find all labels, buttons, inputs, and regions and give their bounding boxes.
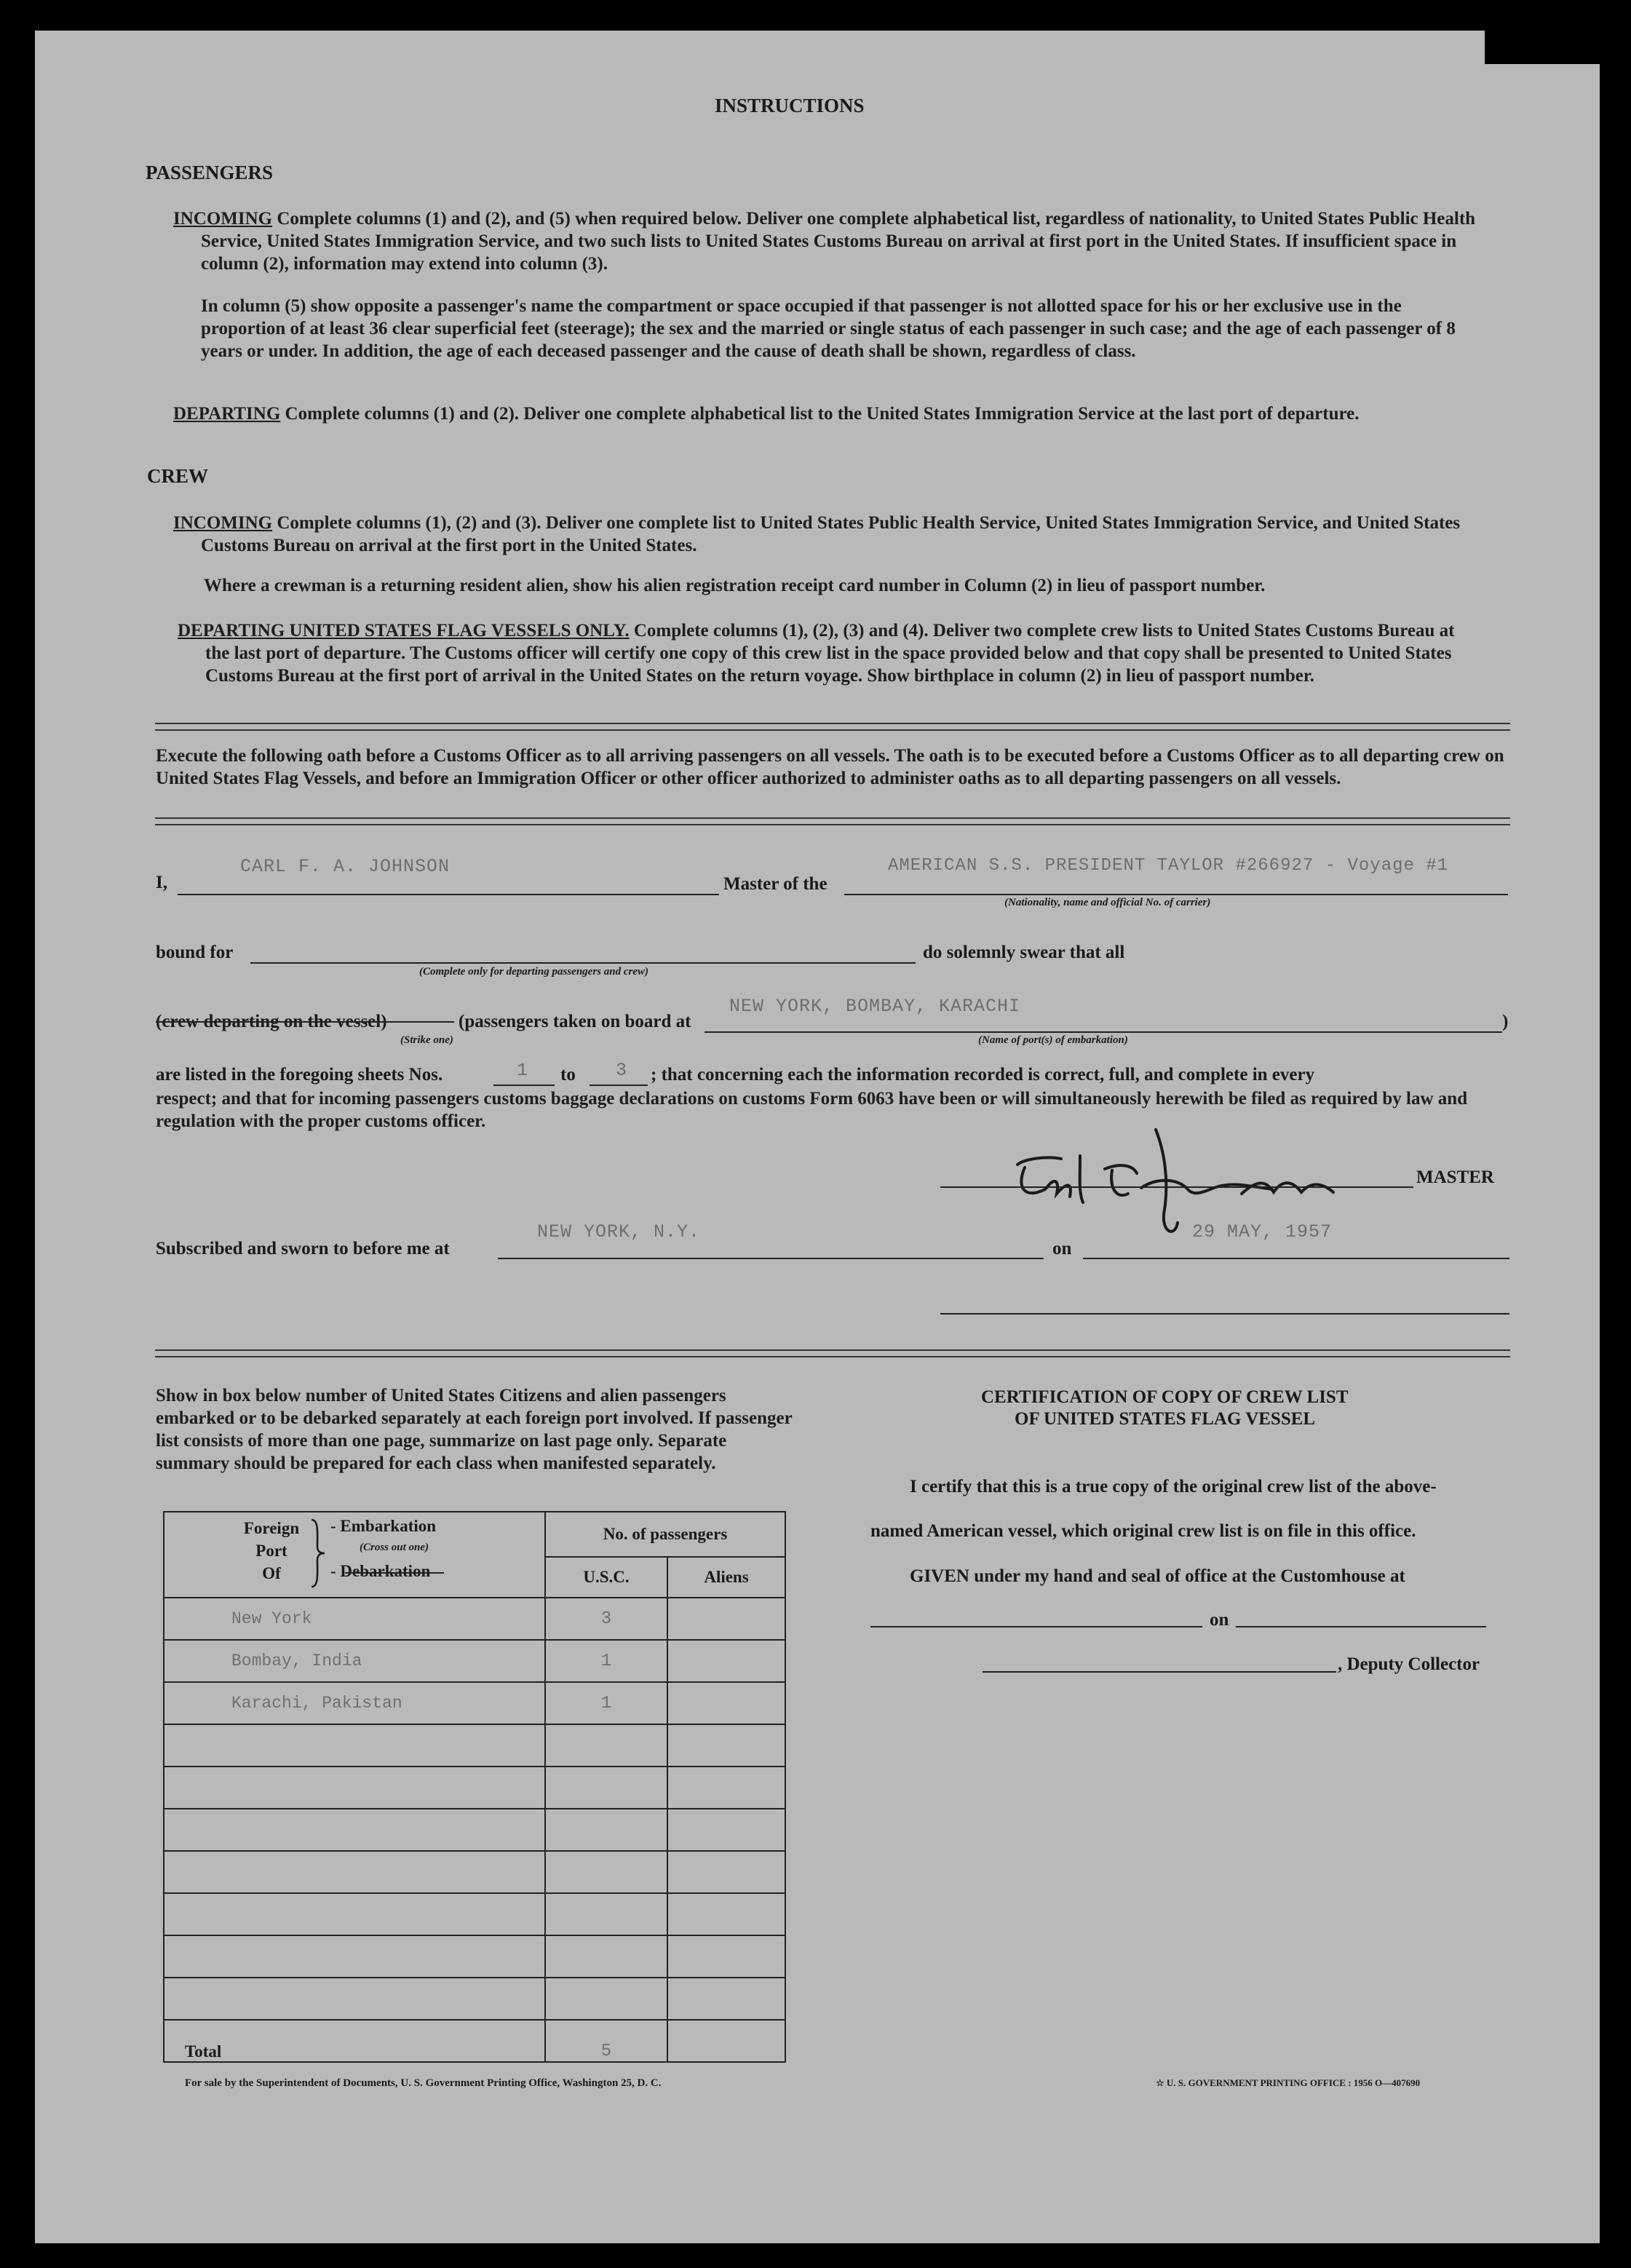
certification-on-label: on bbox=[1210, 1610, 1229, 1630]
to-label: to bbox=[560, 1065, 576, 1085]
ports-close-paren: ) bbox=[1502, 1012, 1509, 1031]
master-of-label: Master of the bbox=[723, 874, 828, 894]
respect-text: respect; and that for incoming passengers customs baggage declarations on customs Form 6063 have been or will simultaneously herewith be filed as required by law and regulation with the proper customs officer. bbox=[156, 1089, 1468, 1131]
certify-text: ; that concerning each the information recorded is correct, full, and complete in every bbox=[651, 1065, 1315, 1085]
aliens-cell[interactable] bbox=[667, 1809, 785, 1851]
master-signature bbox=[937, 1108, 1425, 1253]
sheet-from-field[interactable]: 1 bbox=[517, 1060, 529, 1081]
bound-for-caption: (Complete only for departing passengers and crew) bbox=[419, 966, 648, 978]
crew-incoming-paragraph bbox=[173, 512, 1483, 557]
port-cell[interactable] bbox=[164, 1809, 545, 1851]
ports-field[interactable]: NEW YORK, BOMBAY, KARACHI bbox=[729, 996, 1021, 1017]
certification-title-line2: OF UNITED STATES FLAG VESSEL bbox=[1015, 1409, 1316, 1429]
table-row bbox=[164, 1809, 785, 1851]
section-divider bbox=[155, 1349, 1510, 1357]
passengers-heading: PASSENGERS bbox=[146, 162, 274, 183]
strike-through-line bbox=[156, 1021, 454, 1023]
passengers-departing-paragraph bbox=[173, 403, 1483, 425]
crew-resident-paragraph: Where a crewman is a returning resident alien, show his alien registration receipt card number in Column (2) in lieu of passport number. bbox=[204, 576, 1266, 595]
certification-title-line1: CERTIFICATION OF COPY OF CREW LIST bbox=[981, 1387, 1349, 1407]
sworn-date-line bbox=[1083, 1258, 1509, 1259]
aliens-cell[interactable] bbox=[667, 1598, 785, 1640]
passengers-taken-label: (passengers taken on board at bbox=[459, 1012, 691, 1031]
certify-line1: I certify that this is a true copy of the original crew list of the above- bbox=[910, 1477, 1437, 1496]
port-header-cell bbox=[164, 1512, 545, 1598]
table-header-row bbox=[164, 1512, 785, 1557]
aliens-header: Aliens bbox=[667, 1557, 785, 1598]
port-cell[interactable] bbox=[164, 1893, 545, 1935]
table-row bbox=[164, 1935, 785, 1978]
sworn-on-label: on bbox=[1052, 1239, 1072, 1258]
sheet-to-line bbox=[590, 1085, 648, 1086]
crew-departing-paragraph bbox=[178, 619, 1483, 687]
aliens-cell[interactable] bbox=[667, 1682, 785, 1724]
sworn-place-line bbox=[498, 1258, 1044, 1259]
aliens-cell[interactable] bbox=[667, 1767, 785, 1809]
passengers-departing-text: Complete columns (1) and (2). Deliver one complete alphabetical list to the United States Immigration Service at the last port of departure. bbox=[280, 404, 1360, 424]
vessel-line bbox=[844, 894, 1508, 895]
passengers-incoming-paragraph bbox=[173, 207, 1483, 275]
officer-signature-line[interactable] bbox=[940, 1313, 1509, 1315]
section-divider bbox=[155, 817, 1510, 825]
ports-caption: (Name of port(s) of embarkation) bbox=[978, 1034, 1128, 1046]
port-cell[interactable] bbox=[164, 1724, 545, 1767]
gpo-note: ☆ U. S. GOVERNMENT PRINTING OFFICE : 1956 O—407690 bbox=[1156, 2077, 1421, 2088]
aliens-cell[interactable] bbox=[667, 1724, 785, 1767]
sworn-place-field[interactable]: NEW YORK, N.Y. bbox=[537, 1221, 701, 1242]
master-label: MASTER bbox=[1416, 1167, 1494, 1187]
master-name-field[interactable]: CARL F. A. JOHNSON bbox=[240, 856, 451, 877]
crew-incoming-label: INCOMING bbox=[173, 513, 273, 533]
sheet-from-line bbox=[493, 1085, 555, 1086]
of-label: Of bbox=[262, 1564, 281, 1582]
summary-instructions: Show in box below number of United States Citizens and alien passengers embarked or to be debarked separately at each foreign port involved. If passenger list consists of more than one page, summarize on last page only. Separate summary should be prepared for each class when manifested separately. bbox=[156, 1386, 793, 1473]
no-passengers-header: No. of passengers bbox=[545, 1512, 785, 1557]
sworn-date-field[interactable]: 29 MAY, 1957 bbox=[1192, 1221, 1333, 1242]
crew-heading: CREW bbox=[147, 465, 209, 487]
embarkation-label: - Embarkation bbox=[330, 1517, 437, 1535]
certification-date-line[interactable] bbox=[1236, 1626, 1486, 1627]
usc-cell[interactable] bbox=[545, 1935, 667, 1978]
vessel-field[interactable]: AMERICAN S.S. PRESIDENT TAYLOR #266927 - Voyage #1 bbox=[888, 856, 1449, 876]
oath-i-label: I, bbox=[156, 873, 167, 892]
port-cell[interactable] bbox=[164, 1767, 545, 1809]
usc-cell[interactable]: 1 bbox=[545, 1640, 667, 1682]
sale-note: For sale by the Superintendent of Documents, U. S. Government Printing Office, Washington 25, D. C. bbox=[185, 2077, 662, 2089]
ports-line bbox=[705, 1031, 1502, 1033]
usc-cell[interactable] bbox=[545, 1851, 667, 1893]
deputy-collector-line[interactable] bbox=[983, 1671, 1336, 1673]
table-row bbox=[164, 1640, 785, 1682]
passengers-incoming-text: Complete columns (1) and (2), and (5) when required below. Deliver one complete alphabetical list, regardless of nationality, to United States Public Health Service, United States Immigration Service, and two such lists to United States Customs Bureau on arrival at first port in the United States. If insufficient space in column (2), information may extend into column (3). bbox=[201, 209, 1476, 274]
usc-cell[interactable] bbox=[545, 1978, 667, 2020]
torn-corner bbox=[1485, 0, 1631, 64]
section-divider bbox=[155, 723, 1510, 731]
instructions-title: INSTRUCTIONS bbox=[715, 95, 865, 116]
swear-label: do solemnly swear that all bbox=[923, 943, 1125, 962]
aliens-cell[interactable] bbox=[667, 1851, 785, 1893]
strike-caption: (Strike one) bbox=[400, 1034, 453, 1046]
customhouse-line[interactable] bbox=[870, 1626, 1202, 1627]
table-row bbox=[164, 1893, 785, 1935]
usc-cell[interactable] bbox=[545, 1809, 667, 1851]
deputy-collector-label: , Deputy Collector bbox=[1338, 1654, 1480, 1674]
debarkation-strike-line bbox=[345, 1572, 444, 1574]
port-cell[interactable] bbox=[164, 1851, 545, 1893]
passenger-summary-table bbox=[163, 1511, 786, 2063]
port-cell[interactable]: Bombay, India bbox=[164, 1640, 545, 1682]
form-page bbox=[35, 31, 1600, 2243]
master-name-line bbox=[178, 894, 719, 895]
bound-for-line[interactable] bbox=[250, 962, 916, 964]
vessel-caption: (Nationality, name and official No. of carrier) bbox=[1004, 897, 1211, 908]
debarkation-label: - Debarkation bbox=[330, 1562, 431, 1580]
table-row bbox=[164, 1767, 785, 1809]
crew-incoming-text: Complete columns (1), (2) and (3). Deliver one complete list to United States Public Health Service, United States Immigration Service, and United States Customs Bureau on arrival at the first port in the United States. bbox=[201, 513, 1461, 555]
port-cell[interactable] bbox=[164, 1978, 545, 2020]
port-cell[interactable]: New York bbox=[164, 1598, 545, 1640]
listed-label: are listed in the foregoing sheets Nos. bbox=[156, 1065, 443, 1085]
passengers-column5-paragraph: In column (5) show opposite a passenger's name the compartment or space occupied if that passenger is not allotted space for his or her exclusive use in the proportion of at least 36 clear superficial feet (steerage); the sex and the married or single status of each passenger in such case; and the age of each passenger of 8 years or under. In addition, the age of each deceased passenger and the cause of death shall be shown, regardless of class. bbox=[201, 296, 1456, 361]
usc-cell[interactable] bbox=[545, 1893, 667, 1935]
crew-departing-label: (crew departing on the vessel) bbox=[156, 1012, 387, 1031]
usc-cell[interactable] bbox=[545, 1724, 667, 1767]
total-aliens-cell[interactable] bbox=[667, 2020, 785, 2062]
usc-cell[interactable]: 1 bbox=[545, 1682, 667, 1724]
passengers-departing-label: DEPARTING bbox=[173, 404, 281, 424]
master-signature-line bbox=[940, 1186, 1413, 1188]
subscribed-label: Subscribed and sworn to before me at bbox=[156, 1239, 450, 1258]
brace-icon bbox=[307, 1517, 329, 1590]
oath-instruction: Execute the following oath before a Customs Officer as to all arriving passengers on all vessels. The oath is to be executed before a Customs Officer as to all departing crew on United States Flag Vessels, and before an Immigration Officer or other officer authorized to administer oaths as to all departing passengers on all vessels. bbox=[156, 746, 1504, 788]
port-label: Port bbox=[255, 1542, 287, 1560]
aliens-cell[interactable] bbox=[667, 1935, 785, 1978]
foreign-label: Foreign bbox=[243, 1519, 300, 1537]
certify-line2: named American vessel, which original crew list is on file in this office. bbox=[870, 1521, 1416, 1541]
table-row bbox=[164, 1598, 785, 1640]
usc-cell[interactable]: 3 bbox=[545, 1598, 667, 1640]
crew-departing-text: Complete columns (1), (2), (3) and (4). Deliver two complete crew lists to United States Customs Bureau at the last port of departure. The Customs officer will certify one copy of this crew list in the space provided below and that copy shall be presented to United States Customs Bureau at the first port of arrival in the United States on the return voyage. Show birthplace in column (2) in lieu of passport number. bbox=[205, 621, 1455, 686]
usc-header: U.S.C. bbox=[545, 1557, 667, 1598]
passengers-incoming-label: INCOMING bbox=[173, 209, 273, 229]
total-label: Total bbox=[164, 2020, 545, 2062]
crew-departing-label: DEPARTING UNITED STATES FLAG VESSELS ONLY. bbox=[178, 621, 630, 641]
port-cell[interactable] bbox=[164, 1935, 545, 1978]
aliens-cell[interactable] bbox=[667, 1893, 785, 1935]
aliens-cell[interactable] bbox=[667, 1640, 785, 1682]
aliens-cell[interactable] bbox=[667, 1978, 785, 2020]
total-row bbox=[164, 2020, 785, 2062]
table-row bbox=[164, 1682, 785, 1724]
table-row bbox=[164, 1978, 785, 2020]
usc-cell[interactable] bbox=[545, 1767, 667, 1809]
table-row bbox=[164, 1724, 785, 1767]
cross-out-label: (Cross out one) bbox=[360, 1542, 429, 1553]
port-cell[interactable]: Karachi, Pakistan bbox=[164, 1682, 545, 1724]
sheet-to-field[interactable]: 3 bbox=[616, 1060, 628, 1081]
table-row bbox=[164, 1851, 785, 1893]
total-usc-cell[interactable]: 5 bbox=[545, 2020, 667, 2062]
given-line: GIVEN under my hand and seal of office at the Customhouse at bbox=[910, 1566, 1405, 1586]
bound-for-label: bound for bbox=[156, 943, 234, 962]
